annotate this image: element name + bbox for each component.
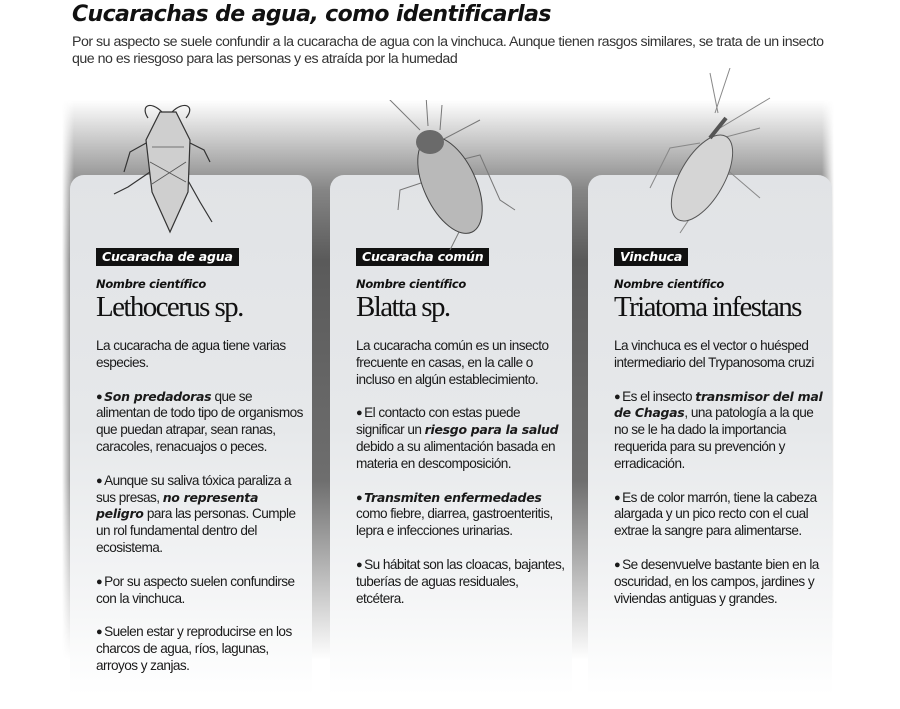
bullet: ● Es de color marrón, tiene la cabeza alargada y un pico recto con el cual extrae la sangre para alimentarse. (614, 489, 817, 539)
bullet: ● Suelen estar y reproducirse en los charcos de agua, ríos, lagunas, arroyos y zanjas. (96, 624, 292, 673)
cockroach-icon (380, 100, 520, 250)
scientific-name-caption: Nombre científico (356, 277, 466, 291)
bullet: ● El contacto con estas puede significar un riesgo para la salud debido a su alimentación basada en materia en descomposición. (356, 405, 559, 471)
water-bug-icon (100, 92, 240, 242)
card-intro: La cucaracha común es un insecto frecuente en casas, en la calle o incluso en algún establecimiento. (356, 338, 549, 387)
scientific-name: Triatoma infestans (614, 291, 801, 323)
scientific-name-caption: Nombre científico (614, 277, 724, 291)
card-common-cockroach (330, 175, 572, 705)
card-intro: La cucaracha de agua tiene varias especies. (96, 338, 286, 370)
card-vinchuca (588, 175, 832, 705)
bullet: ● Por su aspecto suelen confundirse con la vinchuca. (96, 573, 295, 606)
scientific-name: Lethocerus sp. (96, 291, 243, 323)
card-water-bug (70, 175, 312, 705)
card-body (96, 338, 308, 692)
card-body (356, 338, 568, 624)
card-label: Cucaracha común (356, 248, 489, 266)
scientific-name-caption: Nombre científico (96, 277, 206, 291)
scientific-name: Blatta sp. (356, 291, 450, 323)
bullet: ● Aunque su saliva tóxica paraliza a sus presas, no representa peligro para las personas. Cumple un rol fundamental dentro del ecosistema. (96, 472, 296, 555)
card-label: Vinchuca (614, 248, 688, 266)
bullet: ● Son predadoras que se alimentan de todo tipo de organismos que puedan atrapar, sean ranas, caracoles, renacuajos o peces. (96, 388, 303, 454)
bullet: ● Es el insecto transmisor del mal de Chagas, una patología a la que no se le ha dado la importancia requerida para su prevención y erradicación. (614, 388, 823, 471)
kissing-bug-icon (640, 68, 780, 238)
card-intro: La vinchuca es el vector o huésped intermediario del Trypanosoma cruzi (614, 338, 814, 370)
bullet: ● Su hábitat son las cloacas, bajantes, tuberías de aguas residuales, etcétera. (356, 556, 565, 606)
card-body (614, 338, 826, 624)
page-title: Cucarachas de agua, como identificarlas (72, 2, 551, 27)
bullet: ● Transmiten enfermedades como fiebre, diarrea, gastroenteritis, lepra e infecciones urinarias. (356, 489, 553, 539)
intro-text: Por su aspecto se suele confundir a la cucaracha de agua con la vinchuca. Aunque tienen rasgos similares, se trata de un insecto que no es riesgoso para las personas y es atraída por la humedad (72, 34, 824, 67)
card-label: Cucaracha de agua (96, 248, 239, 266)
bullet: ● Se desenvuelve bastante bien en la oscuridad, en los campos, jardines y viviendas antiguas y grandes. (614, 556, 819, 606)
